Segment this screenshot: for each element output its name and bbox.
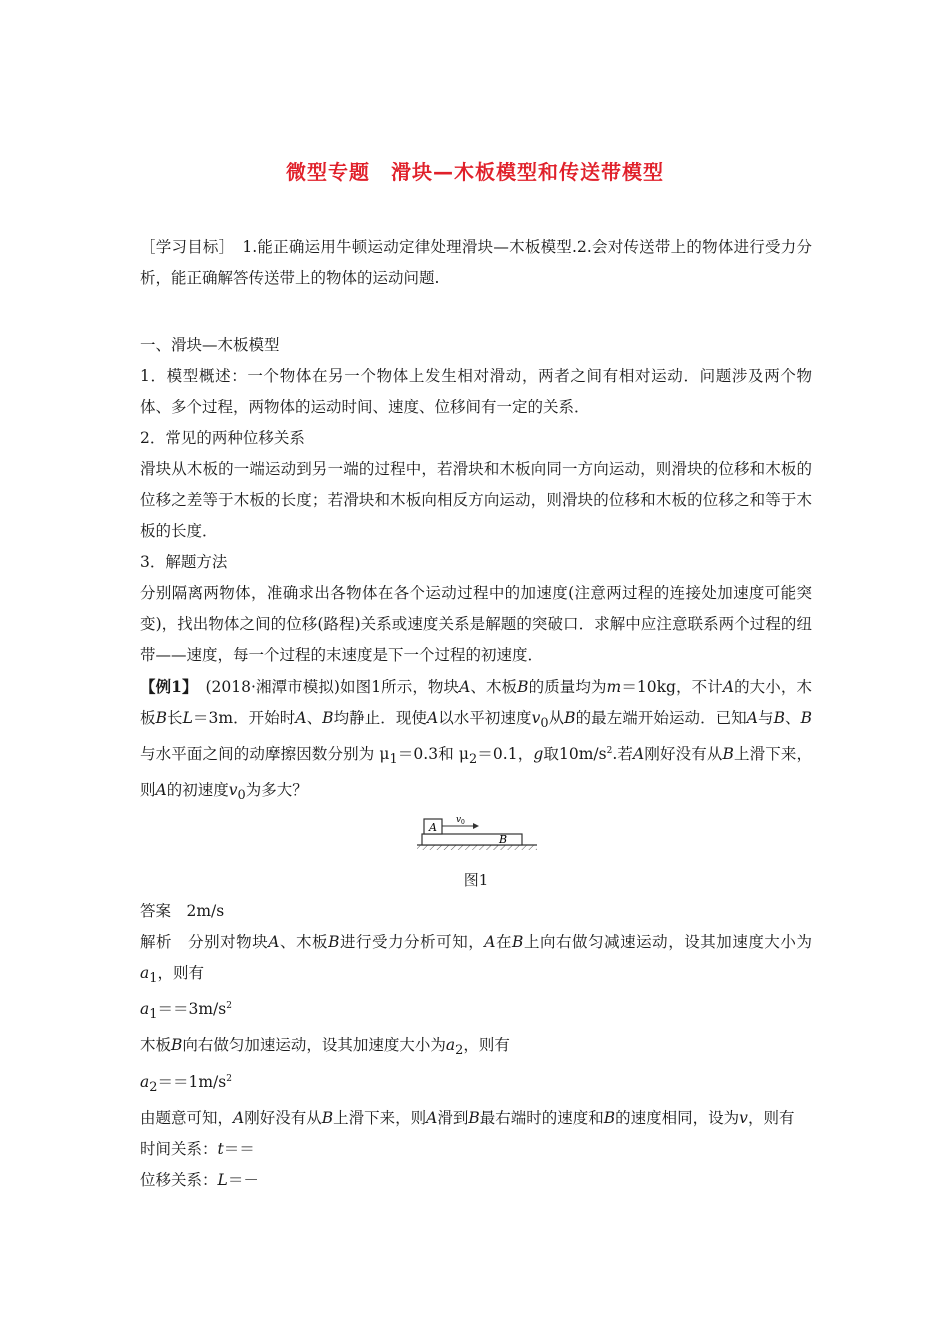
ground-hatch (417, 845, 537, 850)
spacer (140, 294, 812, 330)
section-heading: 一、滑块—木板模型 (140, 336, 280, 354)
velocity-label: v (456, 815, 462, 826)
learning-objectives: ［学习目标］ 1.能正确运用牛顿运动定律处理滑块—木板模型.2.会对传送带上的物体进行受力分析，能正确解答传送带上的物体的运动问题. (140, 238, 812, 287)
block-a-label: A (429, 821, 437, 835)
solution-board: 木板B向右做匀加速运动，设其加速度大小为$a_2$，则有 (140, 1036, 510, 1059)
equation-a1: $a_1==3m/s^2$ (140, 1000, 232, 1023)
equation-a2: $a_2==1m/s^2$ (140, 1072, 232, 1095)
answer: 答案 2m/s (140, 902, 225, 921)
block-board-diagram (415, 815, 540, 861)
example-problem: 【例1】 (2018·湘潭市模拟)如图1所示，物块A、木板B的质量均为m＝10kg，不计A的大小，木板B长L＝3m．开始时A、B均静止．现使A以水平初速度$v_0$从B的最左端开始运动．已知A与B、B与水平面之间的动摩擦因数分别为 $\mu_1=0.3$和 $\mu_2=0.1$，g取$10m/s^2$.若A刚好没有从B上滑下来，则A的初速度$v_0$为多大？ (140, 677, 812, 804)
method-text: 分别隔离两物体，准确求出各物体在各个运动过程中的加速度(注意两过程的连接处加速度可能突变)，找出物体之间的位移(路程)关系或速度关系是解题的突破口．求解中应注意联系两个过程的纽带——速度，每一个过程的末速度是下一个过程的初速度． (140, 584, 812, 664)
displacement-text: 滑块从木板的一端运动到另一端的过程中，若滑块和木板向同一方向运动，则滑块的位移和木板的位移之差等于木板的长度；若滑块和木板向相反方向运动，则滑块的位移和木板的位移之和等于木板的长度． (140, 460, 812, 540)
method-heading: 3．解题方法 (140, 553, 228, 571)
document-body (140, 232, 812, 1196)
page-title: 微型专题 滑块—木板模型和传送带模型 (286, 160, 664, 184)
figure-caption: 图1 (463, 871, 489, 890)
displacement-heading: 2．常见的两种位移关系 (140, 429, 305, 447)
solution-condition: 由题意可知，A刚好没有从B上滑下来，则A滑到B最右端时的速度和B的速度相同，设为v，则有 (140, 1108, 795, 1127)
figure-1 (140, 815, 812, 865)
displacement-relation: 位移关系：L＝－ (140, 1170, 259, 1189)
velocity-subscript: 0 (461, 819, 465, 827)
time-relation: 时间关系：t＝＝ (140, 1139, 255, 1158)
solution-intro: 解析 分别对物块A、木板B进行受力分析可知，A在B上向右做匀减速运动，设其加速度大小为$a_1$，则有 (140, 933, 812, 987)
arrow-head-icon (473, 823, 479, 829)
example-label: 【例1】 (140, 677, 190, 696)
board-b-label: B (499, 833, 508, 847)
model-overview: 1．模型概述：一个物体在另一个物体上发生相对滑动，两者之间有相对运动．问题涉及两个物体、多个过程，两物体的运动时间、速度、位移间有一定的关系． (140, 367, 812, 416)
